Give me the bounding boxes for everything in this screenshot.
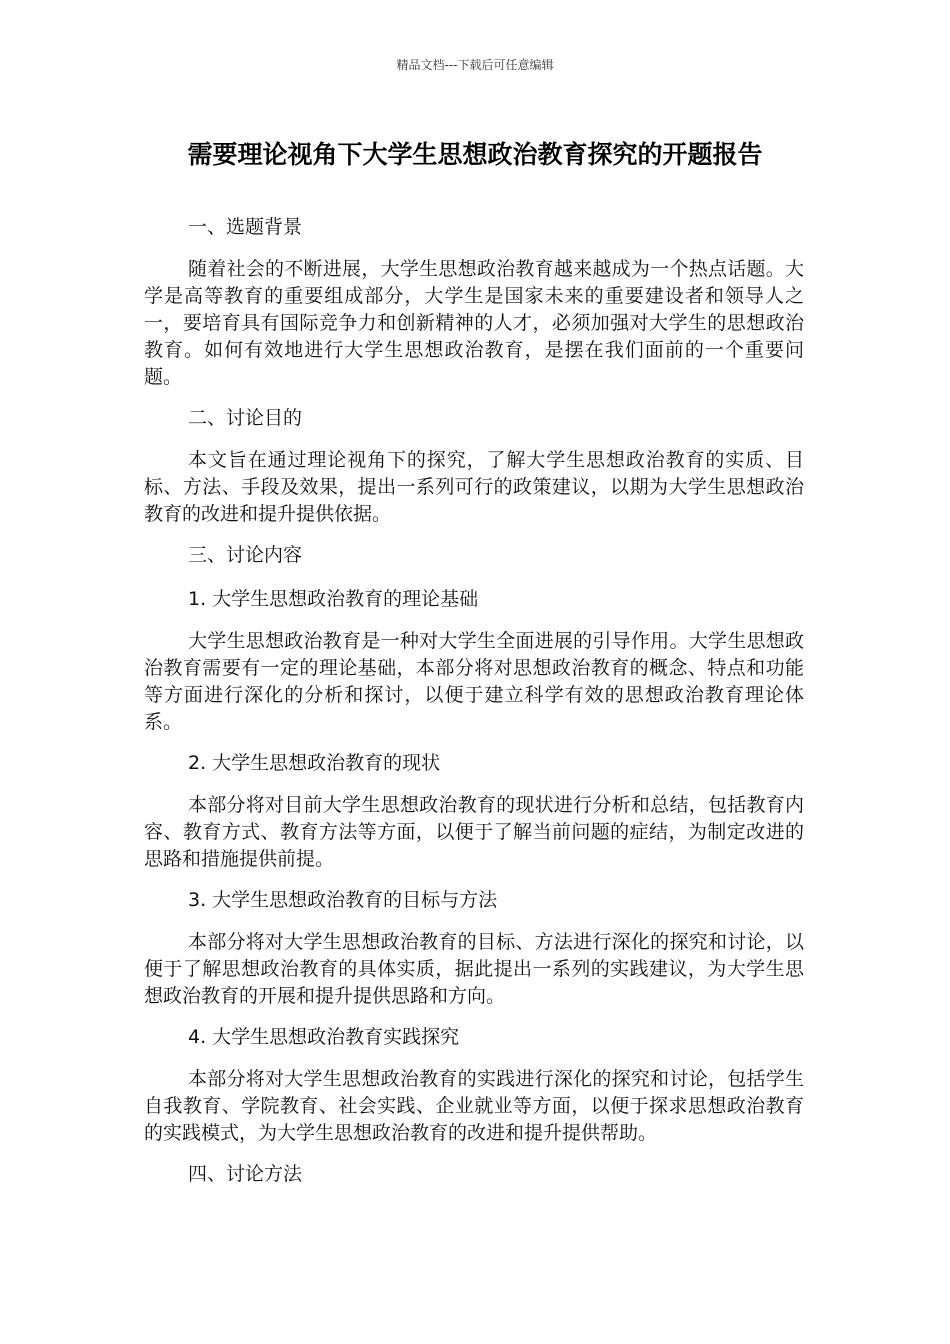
section-heading-purpose: 二、讨论目的 (188, 407, 303, 429)
subsection-paragraph-2: 本部分将对目前大学生思想政治教育的现状进行分析和总结，包括教育内容、教育方式、教育方法等方面，以便于了解当前问题的症结，为制定改进的思路和措施提供前提。 (144, 794, 804, 870)
subsection-paragraph-4: 本部分将对大学生思想政治教育的实践进行深化的探究和讨论，包括学生自我教育、学院教育、社会实践、企业就业等方面，以便于探求思想政治教育的实践模式，为大学生思想政治教育的改进和提升提供帮助。 (144, 1068, 804, 1144)
document-body (144, 212, 804, 1203)
subsection-heading-4: 4. 大学生思想政治教育实践探究 (188, 1026, 460, 1048)
header-note: 精品文档---下载后可任意编辑 (396, 58, 554, 72)
document-title: 需要理论视角下大学生思想政治教育探究的开题报告 (187, 140, 763, 169)
subsection-heading-1: 1. 大学生思想政治教育的理论基础 (188, 588, 479, 610)
subsection-paragraph-3: 本部分将对大学生思想政治教育的目标、方法进行深化的探究和讨论，以便于了解思想政治教育的具体实质，据此提出一系列的实践建议，为大学生思想政治教育的开展和提升提供思路和方向。 (144, 931, 804, 1007)
section-heading-content: 三、讨论内容 (188, 544, 303, 566)
subsection-heading-3: 3. 大学生思想政治教育的目标与方法 (188, 889, 498, 911)
section-paragraph-purpose: 本文旨在通过理论视角下的探究，了解大学生思想政治教育的实质、目标、方法、手段及效果，提出一系列可行的政策建议，以期为大学生思想政治教育的改进和提升提供依据。 (144, 449, 804, 525)
subsection-paragraph-1: 大学生思想政治教育是一种对大学生全面进展的引导作用。大学生思想政治教育需要有一定的理论基础，本部分将对思想政治教育的概念、特点和功能等方面进行深化的分析和探讨，以便于建立科学有效的思想政治教育理论体系。 (144, 630, 804, 733)
subsection-heading-2: 2. 大学生思想政治教育的现状 (188, 752, 441, 774)
section-heading-method: 四、讨论方法 (188, 1163, 303, 1185)
section-paragraph-background: 随着社会的不断进展，大学生思想政治教育越来越成为一个热点话题。大学是高等教育的重要组成部分，大学生是国家未来的重要建设者和领导人之一，要培育具有国际竞争力和创新精神的人才，必须加强对大学生的思想政治教育。如何有效地进行大学生思想政治教育，是摆在我们面前的一个重要问题。 (144, 258, 804, 388)
section-heading-background: 一、选题背景 (188, 216, 303, 238)
